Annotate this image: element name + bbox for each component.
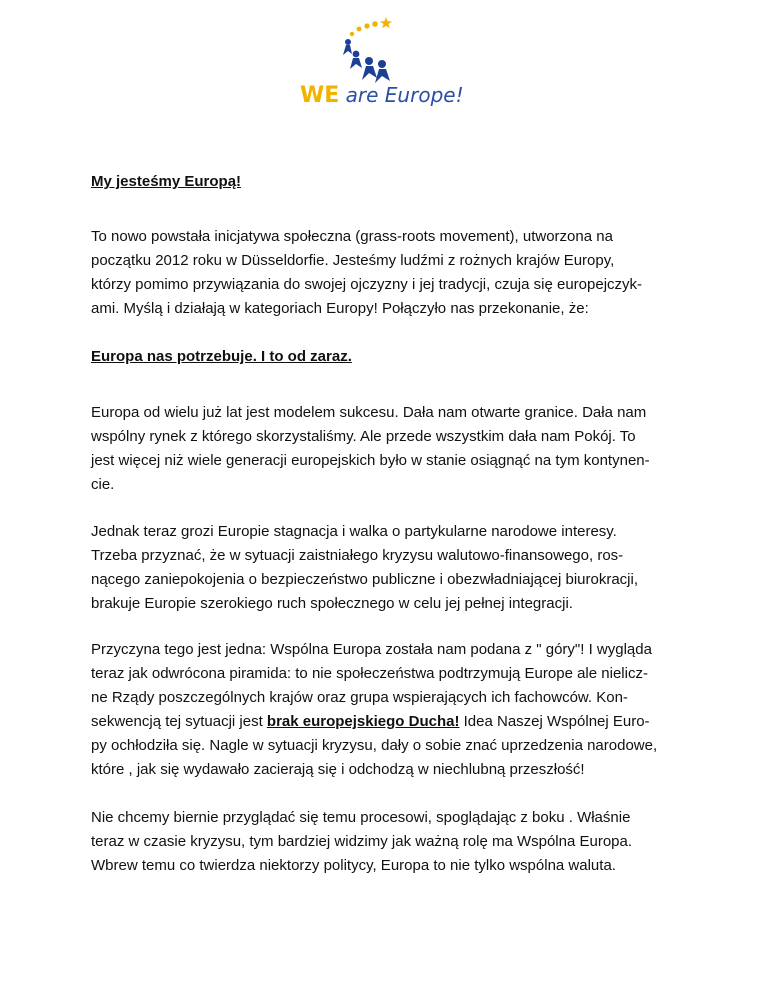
text-line: jest więcej niż wiele generacji europejskich było w stanie osiągnąć na tym kontynen- [91,452,650,469]
line-text: sekwencją tej sytuacji jest [91,713,267,730]
logo-wordmark [300,84,464,107]
highlighted-phrase: brak europejskiego Ducha! [266,713,460,730]
logo-we: WE [300,83,340,108]
logo-graphic [296,14,472,86]
text-line: wspólny rynek z którego skorzystaliśmy. Ale przede wszystkim dała nam Pokój. To [91,428,636,445]
text-line: py ochłodziła się. Nagle w sytuacji kryzysu, dały o sobie znać uprzedzenia narodowe, [91,737,658,754]
logo-stars-arc [350,17,392,36]
text-line: ami. Myślą i działają w kategoriach Europy! Połączyło nas przekonanie, że: [91,300,589,317]
logo-figures [343,39,390,83]
page-title: My jesteśmy Europą! [91,173,242,190]
text-line: nącego zaniepokojenia o bezpieczeństwo publiczne i obezwładniającej biurokracji, [91,571,639,588]
text-line: To nowo powstała inicjatywa społeczna (grass-roots movement), utworzona na [91,228,613,245]
text-line: Nie chcemy biernie przyglądać się temu procesowi, spoglądając z boku . Właśnie [91,809,631,826]
we-are-europe-logo [296,14,472,106]
text-line [91,710,676,734]
text-line: Trzeba przyznać, że w sytuacji zaistniałego kryzysu walutowo-finansowego, ros- [91,547,624,564]
text-line: teraz jak odwrócona piramida: to nie społeczeństwa podtrzymują Europe ale nielicz- [91,665,648,682]
text-line: teraz w czasie kryzysu, tym bardziej widzimy jak ważną rolę ma Wspólna Europa. [91,833,633,850]
paragraph-3 [91,520,676,616]
paragraph-2 [91,401,676,497]
text-line: brakuje Europie szerokiego ruch społecznego w celu jej pełnej integracji. [91,595,573,612]
text-line: Wbrew temu co twierdza niektorzy politycy, Europa to nie tylko wspólna waluta. [91,857,616,874]
intro-paragraph [91,225,676,321]
text-line: którzy pomimo przywiązania do swojej ojczyzny i jej tradycji, czuja się europejczyk- [91,276,643,293]
section-subheading: Europa nas potrzebuje. I to od zaraz. [91,348,352,365]
paragraph-4 [91,638,676,782]
logo-are-europe: are Europe! [345,83,464,107]
text-line: ne Rządy poszczególnych krajów oraz grupa wspierających ich fachowców. Kon- [91,689,628,706]
text-line: Jednak teraz grozi Europie stagnacja i walka o partykularne narodowe interesy. [91,523,617,540]
text-line: Przyczyna tego jest jedna: Wspólna Europa została nam podana z " góry"! I wygląda [91,641,652,658]
paragraph-5 [91,806,676,878]
text-line: Europa od wielu już lat jest modelem sukcesu. Dała nam otwarte granice. Dała nam [91,404,647,421]
text-line: które , jak się wydawało zacierają się i odchodzą w niechlubną przeszłość! [91,761,585,778]
line-text: Idea Naszej Wspólnej Euro- [459,713,650,730]
text-line: cie. [91,476,115,493]
text-line: początku 2012 roku w Düsseldorfie. Jesteśmy ludźmi z rożnych krajów Europy, [91,252,615,269]
